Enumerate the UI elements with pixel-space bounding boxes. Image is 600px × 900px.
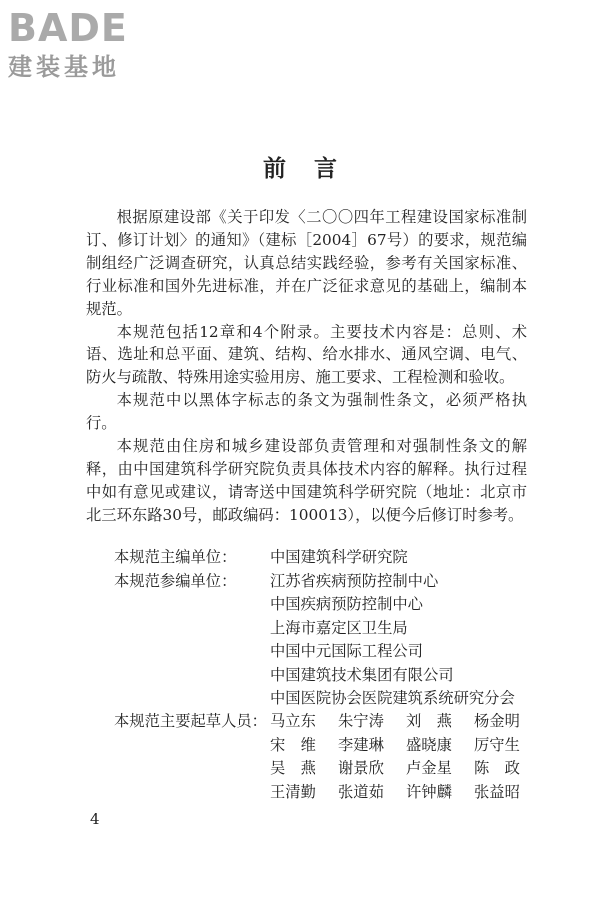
paragraph-4: 本规范由住房和城乡建设部负责管理和对强制性条文的解释，由中国建筑科学研究院负责具体技术内容的解释。执行过程中如有意见或建议，请寄送中国建筑科学研究院（地址：北京市北三环东路30号，邮政编码：100013），以便今后修订时参考。 bbox=[86, 437, 527, 524]
drafter-name: 朱宁涛 bbox=[338, 712, 384, 730]
drafters-label: 本规范主要起草人员： bbox=[114, 712, 267, 730]
participating-unit: 中国建筑技术集团有限公司 bbox=[270, 665, 454, 684]
drafter-name: 谢景欣 bbox=[338, 759, 384, 777]
chief-unit-value: 中国建筑科学研究院 bbox=[270, 548, 408, 566]
paragraph-1: 根据原建设部《关于印发〈二〇〇四年工程建设国家标准制订、修订计划〉的通知》（建标［2004］67号）的要求，规范编制组经广泛调查研究，认真总结实践经验，参考有关国家标准、行业标准和国外先进标准，并在广泛征求意见的基础上，编制本规范。 bbox=[86, 208, 527, 318]
drafter-name: 陈 政 bbox=[474, 759, 520, 777]
preface-body bbox=[86, 206, 527, 527]
drafter-name: 盛晓康 bbox=[406, 735, 452, 754]
drafter-name: 刘 燕 bbox=[406, 712, 452, 730]
participating-unit: 中国疾病预防控制中心 bbox=[270, 595, 423, 613]
drafter-name: 李建琳 bbox=[338, 735, 384, 754]
logo-brand-text: BADE bbox=[8, 6, 128, 50]
participating-units-row bbox=[114, 570, 515, 711]
page-number: 4 bbox=[90, 810, 100, 828]
drafter-name: 宋 维 bbox=[270, 735, 316, 754]
participating-units-label: 本规范参编单位： bbox=[114, 571, 237, 590]
participating-units-list bbox=[270, 570, 515, 711]
drafters-names bbox=[270, 710, 542, 804]
drafter-name: 杨金明 bbox=[474, 712, 520, 730]
chief-unit-label: 本规范主编单位： bbox=[114, 548, 237, 566]
paragraph-3: 本规范中以黑体字标志的条文为强制性条文，必须严格执行。 bbox=[86, 391, 527, 433]
participating-unit: 中国医院协会医院建筑系统研究分会 bbox=[270, 689, 515, 707]
participating-unit: 中国中元国际工程公司 bbox=[270, 642, 423, 660]
drafter-name: 张道茹 bbox=[338, 782, 384, 801]
page-title: 前言 bbox=[263, 155, 365, 182]
participating-unit: 江苏省疾病预防控制中心 bbox=[270, 571, 439, 590]
chief-unit-row bbox=[114, 546, 515, 570]
drafter-name: 厉守生 bbox=[474, 735, 520, 754]
paragraph-2: 本规范包括12章和4个附录。主要技术内容是：总则、术语、选址和总平面、建筑、结构、给水排水、通风空调、电气、防火与疏散、特殊用途实验用房、施工要求、工程检测和验收。 bbox=[86, 322, 527, 387]
drafter-name: 卢金星 bbox=[406, 759, 452, 777]
drafters-row bbox=[114, 710, 542, 804]
drafter-name: 马立东 bbox=[270, 712, 316, 730]
participating-unit: 上海市嘉定区卫生局 bbox=[270, 618, 408, 637]
drafter-name: 张益昭 bbox=[474, 782, 520, 801]
drafter-name: 许钟麟 bbox=[406, 782, 452, 801]
units-section bbox=[114, 546, 515, 711]
drafter-name: 吴 燕 bbox=[270, 759, 316, 777]
drafters-section bbox=[114, 710, 542, 804]
logo-subtitle: 建装基地 bbox=[8, 53, 120, 81]
drafter-name: 王清勤 bbox=[270, 782, 316, 801]
brand-logo bbox=[8, 6, 178, 82]
